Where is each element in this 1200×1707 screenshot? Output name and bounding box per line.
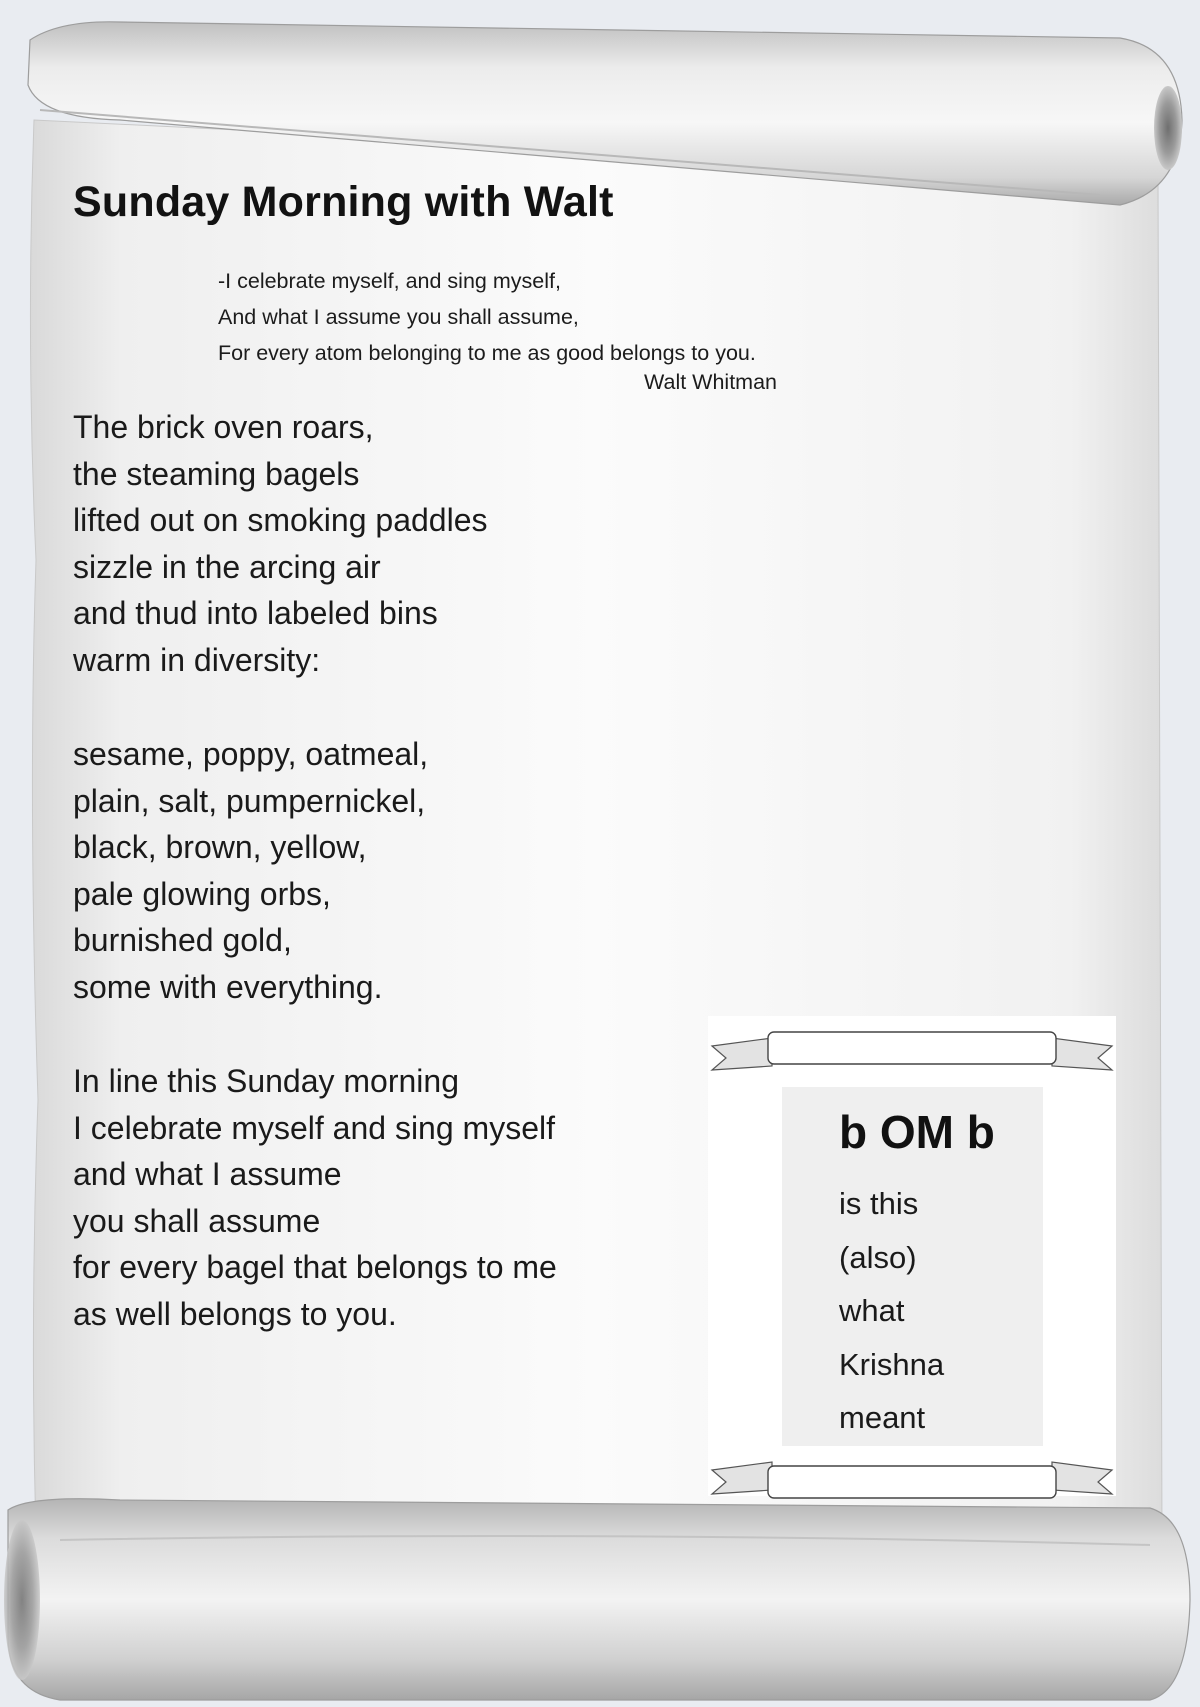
poem-line: The brick oven roars, [73, 409, 374, 445]
sidebar-line: (also) [839, 1239, 917, 1275]
poem-line: plain, salt, pumpernickel, [73, 782, 426, 819]
sidebar-lines [839, 1177, 944, 1445]
poem-line: warm in diversity: [73, 641, 321, 678]
stanza-3 [73, 1058, 557, 1338]
poem-line: In line this Sunday morning [73, 1063, 459, 1099]
poem-line: and what I assume [73, 1156, 342, 1193]
poem-line: for every bagel that belongs to me [73, 1249, 557, 1286]
poem-line: lifted out on smoking paddles [73, 502, 488, 539]
sidebar-line: meant [839, 1400, 926, 1435]
poem-line: the steaming bagels [73, 455, 360, 492]
poem-line: black, brown, yellow, [73, 829, 367, 866]
sidebar-line: what [839, 1293, 905, 1328]
sidebar-line: Krishna [839, 1346, 945, 1382]
poem-line: as well belongs to you. [73, 1295, 397, 1332]
poem-line: pale glowing orbs, [73, 875, 331, 912]
poem-line: sesame, poppy, oatmeal, [73, 736, 429, 772]
poem-line: and thud into labeled bins [73, 595, 438, 632]
sidebar-heading: b OM b [839, 1106, 995, 1158]
poem-line: sizzle in the arcing air [73, 548, 381, 585]
stanza-1 [73, 404, 487, 684]
epigraph-line: -I celebrate myself, and sing myself, [218, 269, 561, 293]
poem-line: burnished gold, [73, 922, 292, 959]
epigraph [218, 263, 756, 371]
stanza-2 [73, 731, 428, 1011]
poem-line: you shall assume [73, 1202, 321, 1239]
poem-line: I celebrate myself and sing myself [73, 1109, 555, 1146]
epigraph-line: For every atom belonging to me as good belongs to you. [218, 341, 756, 365]
epigraph-attribution: Walt Whitman [644, 370, 777, 394]
sidebar-line: is this [839, 1186, 919, 1221]
sidebar-panel [782, 1087, 1043, 1446]
poem-title: Sunday Morning with Walt [73, 178, 614, 226]
poem-line: some with everything. [73, 968, 383, 1005]
epigraph-line: And what I assume you shall assume, [218, 305, 579, 329]
